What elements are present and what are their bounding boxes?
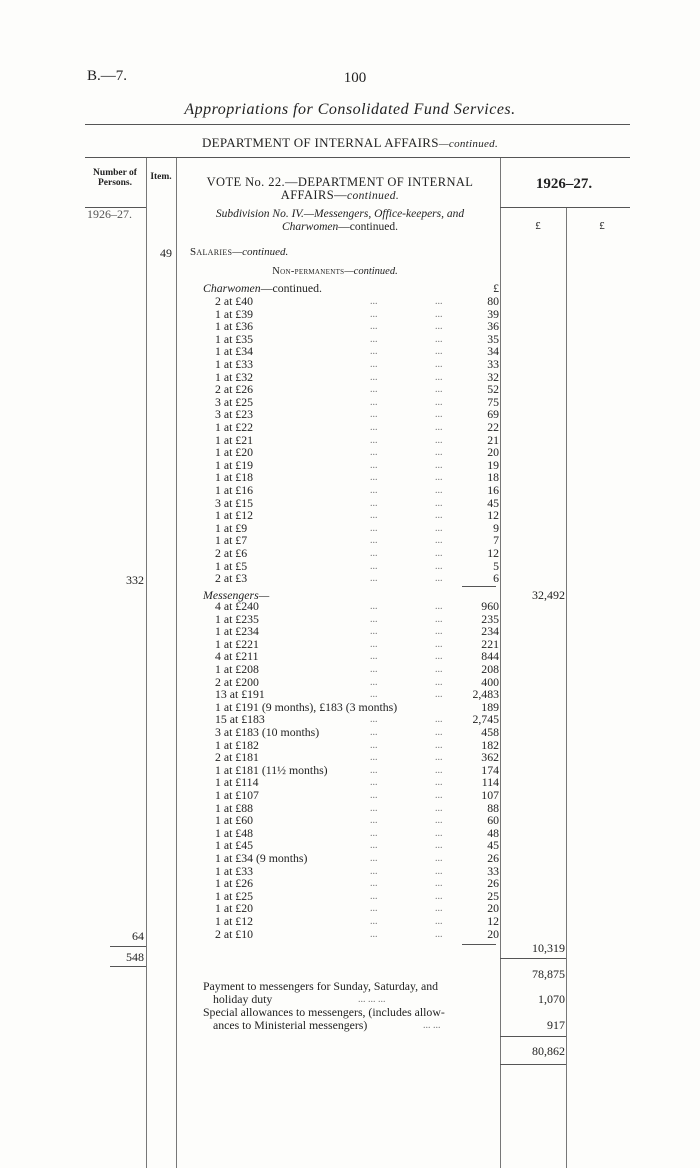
persons-total-rule: [110, 946, 146, 947]
ledger-row: [215, 358, 505, 371]
row-amount: 5: [493, 558, 499, 573]
ledger-row: [215, 802, 505, 815]
leader-dots: ...: [435, 689, 443, 701]
leader-dots: ...: [435, 497, 443, 509]
row-label: 4 at £240: [215, 599, 259, 613]
leader-dots: ...: [435, 396, 443, 408]
ledger-row: [215, 421, 505, 434]
row-label: 1 at £5: [215, 558, 248, 573]
row-amount: 458: [481, 725, 499, 739]
row-label: 2 at £3: [215, 571, 248, 586]
ledger-row: [215, 471, 505, 484]
leader-dots: ...: [435, 727, 443, 738]
row-amount: 208: [481, 662, 499, 676]
row-label: 1 at £235: [215, 611, 259, 626]
leader-dots: ...: [370, 878, 378, 890]
leader-dots: ...: [370, 296, 378, 307]
ledger-row: [215, 877, 505, 890]
sunday-duty-payment: Payment to messengers for Sunday, Saturday, and holiday duty ... ... ...: [203, 979, 439, 1006]
leader-dots: ...: [435, 522, 443, 534]
row-label: 1 at £48: [215, 825, 254, 840]
row-label: 1 at £234: [215, 624, 259, 639]
leader-dots: ...: [370, 510, 378, 522]
leader-dots: ...: [370, 447, 378, 459]
leader-dots: ...: [435, 651, 443, 663]
leader-dots: ...: [435, 384, 443, 396]
row-amount: 960: [481, 599, 499, 613]
row-amount: 20: [487, 901, 499, 916]
row-amount: 35: [487, 331, 499, 346]
leader-dots: ...: [370, 321, 378, 333]
ledger-row: [215, 295, 505, 308]
leader-dots: ...: [435, 853, 443, 864]
ledger-row: [215, 928, 505, 941]
row-label: 1 at £20: [215, 445, 254, 460]
leader-dots: ...: [435, 422, 443, 433]
row-amount: 2,745: [472, 712, 499, 727]
row-amount: 12: [487, 546, 499, 560]
row-label: 1 at £88: [215, 800, 254, 815]
special-allowances-amount: 917: [547, 1018, 565, 1032]
leader-dots: ...: [370, 689, 378, 701]
row-label: 1 at £191 (9 months), £183 (3 months): [215, 699, 398, 714]
messengers-persons: 64: [132, 929, 144, 943]
row-amount: 221: [481, 636, 499, 651]
leader-dots: ...: [435, 434, 443, 446]
leader-dots: ...: [435, 359, 443, 370]
leader-dots: ...: [435, 878, 443, 890]
row-label: 1 at £18: [215, 470, 254, 485]
row-label: 1 at £9: [215, 520, 248, 535]
leader-dots: ...: [435, 815, 443, 827]
row-amount: 9: [493, 520, 499, 535]
row-label: 2 at £181: [215, 750, 259, 765]
leader-dots: ...: [435, 890, 443, 902]
leader-dots: ...: [370, 853, 378, 864]
leader-dots: ...: [435, 664, 443, 675]
persons-total-underline: [110, 966, 146, 967]
row-label: 2 at £40: [215, 294, 254, 308]
charwomen-sum-rule: [462, 586, 496, 587]
leader-dots: ...: [370, 346, 378, 358]
row-label: 1 at £22: [215, 420, 254, 434]
row-label: 1 at £33: [215, 357, 254, 371]
leader-dots: ...: [370, 739, 378, 751]
vote-heading: VOTE No. 22.—DEPARTMENT OF INTERNAL AFFAIRS—continued.: [206, 175, 474, 202]
row-amount: 45: [487, 838, 499, 853]
page-reference: B.—7.: [87, 68, 128, 84]
currency-symbol-2: £: [599, 220, 605, 232]
leader-dots: ...: [370, 308, 378, 320]
ledger-row: [215, 789, 505, 802]
ledger-row: [215, 852, 505, 865]
leader-dots: ...: [370, 522, 378, 534]
row-label: 1 at £7: [215, 533, 248, 548]
messengers-heading: Messengers—: [203, 588, 270, 602]
ledger-row: [215, 320, 505, 333]
persons-column-rule: [146, 158, 147, 1168]
leader-dots: ...: [435, 928, 443, 940]
leader-dots: ...: [370, 790, 378, 801]
row-amount: 48: [487, 825, 499, 840]
row-amount: 34: [487, 344, 499, 359]
row-amount: 12: [487, 508, 499, 523]
row-amount: 75: [487, 394, 499, 409]
leader-dots: ...: [435, 626, 443, 638]
row-amount: 400: [481, 674, 499, 689]
row-amount: 32: [487, 369, 499, 384]
leader-dots: ...: [370, 638, 378, 650]
leader-dots: ...: [370, 472, 378, 484]
row-amount: 12: [487, 914, 499, 928]
leader-dots: ...: [370, 573, 378, 585]
leader-dots: ...: [435, 560, 443, 572]
ledger-row: [215, 484, 505, 497]
row-label: 1 at £107: [215, 788, 259, 802]
row-label: 1 at £114: [215, 775, 259, 790]
leader-dots: ...: [370, 865, 378, 877]
row-label: 13 at £191: [215, 687, 265, 702]
leader-dots: ...: [435, 371, 443, 383]
subtotal-rule: [500, 958, 566, 959]
page-title: Appropriations for Consolidated Fund Services.: [184, 101, 516, 118]
leader-dots: ...: [370, 903, 378, 915]
row-amount: 6: [493, 571, 499, 586]
leader-dots: ...: [370, 676, 378, 688]
item-column-rule: [176, 158, 177, 1168]
ledger-row: [215, 345, 505, 358]
ledger-row: [215, 560, 505, 573]
leader-dots: ...: [435, 790, 443, 801]
row-amount: 88: [487, 800, 499, 815]
row-label: 3 at £15: [215, 495, 254, 510]
page-number: 100: [343, 70, 367, 86]
leader-dots: ...: [370, 497, 378, 509]
leader-dots: ...: [370, 601, 378, 612]
row-label: 1 at £12: [215, 508, 254, 523]
row-amount: 22: [487, 420, 499, 434]
row-amount: 26: [487, 851, 499, 865]
leader-dots: ...: [435, 296, 443, 307]
leader-dots: ...: [435, 752, 443, 764]
row-label: 1 at £12: [215, 914, 254, 928]
leader-dots: ...: [435, 613, 443, 625]
row-amount: 234: [481, 624, 499, 639]
leader-dots: ...: [435, 321, 443, 333]
leader-dots: ...: [435, 865, 443, 877]
row-label: 1 at £19: [215, 457, 254, 472]
row-label: 1 at £39: [215, 306, 254, 321]
leader-dots: ...: [370, 396, 378, 408]
ledger-row: [215, 333, 505, 346]
row-label: 1 at £34 (9 months): [215, 851, 308, 865]
row-label: 2 at £10: [215, 926, 254, 941]
row-label: 1 at £20: [215, 901, 254, 916]
messengers-sum-rule: [462, 944, 496, 945]
row-label: 15 at £183: [215, 712, 265, 727]
leader-dots: ...: [370, 802, 378, 814]
row-label: 1 at £34: [215, 344, 254, 359]
row-amount: 182: [481, 737, 499, 752]
leader-dots: ...: [370, 485, 378, 496]
grand-total-rule: [500, 1036, 566, 1037]
row-amount: 844: [481, 649, 499, 664]
leader-dots: ...: [370, 626, 378, 638]
row-label: 3 at £25: [215, 394, 254, 409]
row-amount: 7: [493, 533, 499, 548]
row-label: 4 at £211: [215, 649, 259, 664]
leader-dots: ...: [435, 638, 443, 650]
ledger-row: [215, 827, 505, 840]
number-of-persons-header: Number of Persons.: [93, 168, 137, 188]
row-amount: 107: [481, 788, 499, 802]
ledger-row: [215, 308, 505, 321]
ledger-row: [215, 383, 505, 396]
row-amount: 45: [487, 495, 499, 510]
row-label: 1 at £26: [215, 876, 254, 891]
leader-dots: ...: [370, 916, 378, 927]
row-amount: 36: [487, 319, 499, 334]
second-amount-column-rule: [566, 208, 567, 1168]
row-amount: 33: [487, 357, 499, 371]
ledger-row: [215, 396, 505, 409]
leader-dots: ...: [435, 447, 443, 459]
row-label: 1 at £208: [215, 662, 259, 676]
leader-dots: ...: [435, 333, 443, 345]
ledger-row: [215, 459, 505, 472]
leader-dots: ...: [435, 676, 443, 688]
leader-dots: ...: [435, 739, 443, 751]
row-amount: 16: [487, 483, 499, 497]
ledger-row: [215, 890, 505, 903]
ledger-row: [215, 509, 505, 522]
title-rule: [85, 124, 630, 125]
leader-dots: ...: [370, 651, 378, 663]
ledger-row: [215, 572, 505, 585]
row-amount: 25: [487, 888, 499, 903]
year-header: 1926–27.: [535, 176, 593, 192]
leader-dots: ...: [370, 827, 378, 839]
special-allowances: Special allowances to messengers, (includes allow- ances to Ministerial messengers) ... ...: [203, 1005, 445, 1032]
total-persons: 548: [126, 950, 144, 964]
leader-dots: ...: [435, 840, 443, 852]
leader-dots: ...: [370, 359, 378, 370]
row-label: 3 at £23: [215, 407, 254, 422]
row-label: 3 at £183 (10 months): [215, 725, 320, 739]
sunday-duty-amount: 1,070: [538, 992, 565, 1006]
ledger-row: [215, 371, 505, 384]
row-amount: 114: [481, 775, 499, 790]
leader-dots: ...: [435, 510, 443, 522]
row-label: 1 at £181 (11½ months): [215, 762, 328, 777]
leader-dots: ...: [435, 827, 443, 839]
row-label: 1 at £45: [215, 838, 254, 853]
row-amount: 189: [481, 699, 499, 714]
leader-dots: ...: [370, 752, 378, 764]
leader-dots: ...: [370, 777, 378, 789]
leader-dots: ...: [370, 613, 378, 625]
department-heading: DEPARTMENT OF INTERNAL AFFAIRS—continued.: [201, 135, 499, 150]
leader-dots: ...: [370, 928, 378, 940]
row-label: 1 at £35: [215, 331, 254, 346]
non-permanents-heading: Non-permanents—continued.: [272, 266, 398, 277]
leader-dots: ...: [370, 714, 378, 726]
leader-dots: ...: [370, 727, 378, 738]
ledger-row: [215, 764, 505, 777]
leader-dots: ...: [370, 815, 378, 827]
row-label: 1 at £21: [215, 432, 254, 447]
leader-dots: ...: [435, 916, 443, 927]
row-amount: 19: [487, 457, 499, 472]
leader-dots: ...: [370, 459, 378, 471]
ledger-row: [215, 408, 505, 421]
item-header: Item.: [150, 172, 172, 182]
grand-total-underline: [500, 1064, 566, 1065]
row-amount: 18: [487, 470, 499, 485]
ledger-row: [215, 446, 505, 459]
subtotal: 78,875: [532, 967, 565, 981]
leader-dots: ...: [435, 573, 443, 585]
leader-dots: ...: [370, 764, 378, 776]
leader-dots: ...: [370, 371, 378, 383]
messengers-total: 10,319: [532, 941, 565, 955]
leader-dots: ...: [435, 764, 443, 776]
leader-dots: ...: [370, 384, 378, 396]
salaries-heading: Salaries—continued.: [190, 246, 289, 258]
leader-dots: ...: [370, 535, 378, 547]
leader-dots: ...: [370, 890, 378, 902]
row-amount: 33: [487, 863, 499, 878]
row-amount: 21: [487, 432, 499, 447]
row-label: 1 at £33: [215, 863, 254, 878]
row-amount: 2,483: [472, 687, 499, 702]
leader-dots: ...: [435, 459, 443, 471]
row-amount: 52: [487, 382, 499, 397]
ledger-row: [215, 902, 505, 915]
currency-symbol-1: £: [535, 220, 541, 232]
item-number: 49: [160, 246, 172, 260]
row-label: 2 at £200: [215, 674, 259, 689]
row-amount: 362: [481, 750, 499, 765]
row-label: 1 at £25: [215, 888, 254, 903]
ledger-row: [215, 865, 505, 878]
row-label: 1 at £221: [215, 636, 259, 651]
leader-dots: ...: [435, 472, 443, 484]
ledger-row: [215, 814, 505, 827]
row-label: 1 at £16: [215, 483, 254, 497]
row-label: 1 at £60: [215, 813, 254, 828]
leader-dots: ...: [370, 422, 378, 433]
leader-dots: ...: [435, 346, 443, 358]
row-amount: 235: [481, 611, 499, 626]
ledger-row: [215, 547, 505, 560]
leader-dots: ...: [370, 560, 378, 572]
charwomen-persons: 332: [126, 573, 144, 587]
leader-dots: ...: [370, 840, 378, 852]
row-label: 1 at £182: [215, 737, 259, 752]
subdivision-heading: Subdivision No. IV.—Messengers, Office-keepers, and Charwomen—continued.: [215, 208, 465, 233]
row-label: 2 at £26: [215, 382, 254, 397]
leader-dots: ...: [370, 434, 378, 446]
charwomen-heading: Charwomen—continued. £: [203, 281, 499, 295]
row-amount: 20: [487, 445, 499, 460]
ledger-row: [215, 497, 505, 510]
charwomen-total: 32,492: [532, 588, 565, 602]
row-label: 1 at £36: [215, 319, 254, 334]
ledger-row: [215, 915, 505, 928]
leader-dots: ...: [435, 714, 443, 726]
row-label: 1 at £32: [215, 369, 254, 384]
row-amount: 174: [481, 762, 499, 777]
leader-dots: ...: [435, 485, 443, 496]
ledger-row: [215, 522, 505, 535]
row-amount: 80: [487, 294, 499, 308]
leader-dots: ...: [435, 548, 443, 559]
ledger-row: [215, 434, 505, 447]
row-amount: 69: [487, 407, 499, 422]
row-label: 2 at £6: [215, 546, 248, 560]
row-amount: 26: [487, 876, 499, 891]
leader-dots: ...: [435, 802, 443, 814]
leader-dots: ...: [435, 535, 443, 547]
row-amount: 20: [487, 926, 499, 941]
year-header-rule: [500, 207, 630, 208]
leader-dots: ...: [370, 548, 378, 559]
persons-year: 1926–27.: [87, 207, 132, 221]
grand-total: 80,862: [532, 1044, 565, 1058]
leader-dots: ...: [370, 333, 378, 345]
row-amount: 39: [487, 306, 499, 321]
leader-dots: ...: [370, 409, 378, 421]
leader-dots: ...: [435, 409, 443, 421]
leader-dots: ...: [435, 601, 443, 612]
leader-dots: ...: [435, 777, 443, 789]
row-amount: 60: [487, 813, 499, 828]
ledger-row: [215, 534, 505, 547]
leader-dots: ...: [370, 664, 378, 675]
leader-dots: ...: [435, 903, 443, 915]
ledger-row: [215, 638, 505, 651]
leader-dots: ...: [435, 308, 443, 320]
header-rule: [85, 157, 630, 158]
